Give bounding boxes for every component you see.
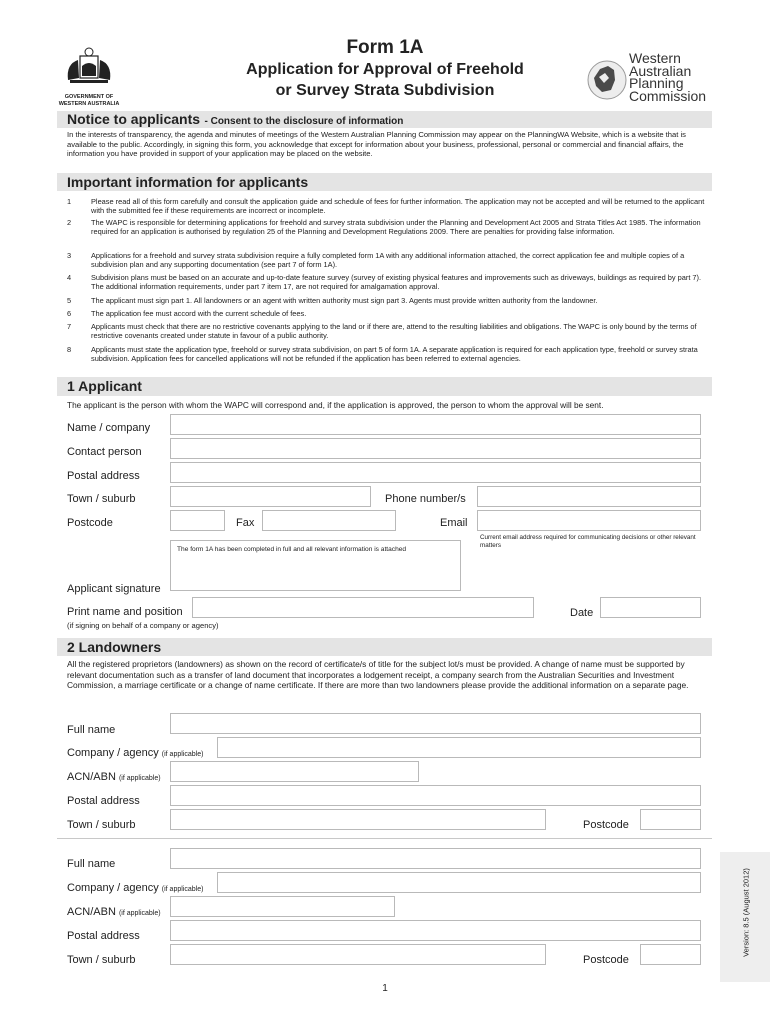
form-title-line-1: Application for Approval of Freehold: [246, 61, 524, 78]
wapc-line-1: Western: [629, 50, 681, 66]
info-item-4: [67, 273, 707, 293]
signature-line[interactable]: [166, 594, 168, 596]
postal-address-label: Postal address: [67, 470, 140, 482]
postcode-field[interactable]: [170, 510, 225, 531]
wapc-line-2: Australian: [629, 62, 692, 79]
info-item-7: [67, 322, 707, 342]
info-item-text: The WAPC is responsible for determining applications for freehold and survey strata subdivision under the Planning and Development Act 2005 and Strata Titles Act 1985. The information required for an application is authorised by regulation 25 of the Planning and Development Regulations 2009. There are penalties for providing false information.: [91, 218, 701, 237]
notice-subtitle: - Consent to the disclosure of information: [204, 116, 404, 127]
gov-line-2: WESTERN AUSTRALIA: [58, 100, 120, 107]
lo1-postcode-label: Postcode: [583, 819, 629, 831]
town-suburb-label: Town / suburb: [67, 493, 136, 505]
landowners-title: 2 Landowners: [67, 639, 162, 655]
info-item-6: [67, 309, 707, 319]
applicant-intro: The applicant is the person with whom the WAPC will correspond and, if the application is approved, the person to whom the approval will be sent.: [67, 400, 604, 410]
info-item-text: Please read all of this form carefully and consult the application guide and schedule of fees for further information. The application may not be accepted and will be returned to the applicant with the submitted fee if these requirements are incorrect or incomplete.: [91, 197, 705, 216]
date-label: Date: [570, 607, 594, 619]
lo2-postcode-label: Postcode: [583, 954, 629, 966]
phone-label: Phone number/s: [385, 493, 466, 505]
date-field[interactable]: [600, 597, 701, 618]
fax-label: Fax: [236, 517, 255, 529]
lo1-acn-label: [67, 771, 161, 783]
acn-label-text: ACN/ABN: [67, 906, 116, 918]
wapc-name: [629, 52, 706, 102]
info-item-1: [67, 197, 707, 217]
if-applicable-note: (if applicable): [161, 886, 204, 893]
lo1-postal-label: Postal address: [67, 795, 140, 807]
contact-person-label: Contact person: [67, 446, 142, 458]
lo1-full-name-field[interactable]: [170, 713, 701, 734]
lo2-company-label: [67, 882, 203, 894]
notice-header: [57, 111, 712, 128]
info-item-text: Applicants must check that there are no restrictive covenants applying to the land or if there are, attend to the resulting liabilities and obligations. The WAPC is only bound by the terms of restrictive covenants created under statute in favour of a public authority.: [91, 322, 697, 341]
info-item-2: [67, 218, 707, 248]
form-number: Form 1A: [346, 37, 424, 58]
company-label-text: Company / agency: [67, 882, 159, 894]
info-item-number: 8: [67, 345, 72, 354]
contact-person-field[interactable]: [170, 438, 701, 459]
fax-field[interactable]: [262, 510, 396, 531]
name-company-field[interactable]: [170, 414, 701, 435]
important-title: Important information for applicants: [67, 174, 309, 190]
lo2-town-field[interactable]: [170, 944, 546, 965]
notice-text: In the interests of transparency, the agenda and minutes of meetings of the Western Australian Planning Commission may appear on the PlanningWA Website, which is a website that is available to the public. Accordingly, in signing this form, you acknowledge that except for information about your business, professional, personal or commercial and financial affairs, the information you have provided in support of your application may be placed on the website.: [67, 130, 686, 158]
applicant-header: [57, 377, 712, 396]
info-item-number: 1: [67, 197, 72, 206]
if-applicable-note: (if applicable): [161, 751, 204, 758]
lo2-acn-label: [67, 906, 161, 918]
info-item-number: 5: [67, 296, 72, 305]
notice-title: Notice to applicants: [67, 111, 201, 127]
postal-address-field[interactable]: [170, 462, 701, 483]
page-number: 1: [382, 983, 388, 994]
lo2-postcode-field[interactable]: [640, 944, 701, 965]
wapc-line-4: Commission: [629, 87, 707, 104]
version-tab: [720, 852, 770, 982]
info-item-text: The application fee must accord with the current schedule of fees.: [91, 309, 307, 318]
version-text: Version: 8.5 (August 2012): [741, 868, 751, 957]
wapc-line-3: Planning: [629, 75, 684, 91]
info-item-number: 6: [67, 309, 72, 318]
lo2-town-label: Town / suburb: [67, 954, 136, 966]
print-name-field[interactable]: [192, 597, 534, 618]
info-item-5: [67, 296, 707, 306]
applicant-signature-label: Applicant signature: [67, 583, 161, 595]
phone-field[interactable]: [477, 486, 701, 507]
name-company-label: Name / company: [67, 422, 151, 434]
gov-line-1: GOVERNMENT OF: [64, 94, 114, 100]
email-label: Email: [440, 517, 468, 529]
wapc-map-icon: [587, 58, 629, 102]
lo2-full-name-field[interactable]: [170, 848, 701, 869]
postcode-label: Postcode: [67, 517, 113, 529]
lo2-postal-label: Postal address: [67, 930, 140, 942]
landowners-intro: All the registered proprietors (landowners) as shown on the record of certificate/s of title for the subject lot/s must be provided. A change of name must be supported by relevant documentation such as a transfer of land document that incorporates a lodgement receipt, a company search from the Australian Securities and Investment Commission, a marriage certificate or a change of name certificate. If there are more than two landowners please provide the additional information on a separate page.: [67, 659, 689, 690]
print-name-label: Print name and position: [67, 606, 183, 618]
lo1-acn-field[interactable]: [170, 761, 419, 782]
lo1-postal-field[interactable]: [170, 785, 701, 806]
acn-label-text: ACN/ABN: [67, 771, 116, 783]
landowners-header: [57, 638, 712, 656]
if-applicable-note: (if applicable): [118, 910, 161, 917]
lo1-town-field[interactable]: [170, 809, 546, 830]
completion-checkbox-text: The form 1A has been completed in full and all relevant information is attached: [177, 546, 407, 553]
info-item-text: Applications for a freehold and survey strata subdivision require a fully completed form 1A with any additional information attached, the correct application fee and multiple copies of a subdivision plan and any supporting documentation (see part 7 of form 1A).: [91, 251, 685, 270]
lo2-postal-field[interactable]: [170, 920, 701, 941]
lo1-postcode-field[interactable]: [640, 809, 701, 830]
lo2-full-name-label: Full name: [67, 858, 116, 870]
government-label: [56, 94, 122, 107]
if-applicable-note: (if applicable): [118, 775, 161, 782]
email-note: Current email address required for communicating decisions or other relevant matters: [480, 534, 696, 549]
lo1-company-label: [67, 747, 203, 759]
important-header: [57, 173, 712, 191]
info-item-8: [67, 345, 707, 373]
completion-checkbox-box[interactable]: [170, 540, 461, 591]
lo2-acn-field[interactable]: [170, 896, 395, 917]
info-item-number: 3: [67, 251, 72, 260]
applicant-title: 1 Applicant: [67, 378, 142, 394]
info-item-text: Applicants must state the application type, freehold or survey strata subdivision, on part 5 of form 1A. A separate application is required for each application type, freehold or survey strata subdivision. Application fees for cancelled applications will not be refunded if the application has been referred to external agencies.: [91, 345, 698, 364]
email-field[interactable]: [477, 510, 701, 531]
government-crest-logo: [60, 46, 118, 92]
info-item-text: The applicant must sign part 1. All landowners or an agent with written authority must sign part 3. Agents must provide written authority from the landowner.: [91, 296, 598, 305]
print-name-note: (if signing on behalf of a company or agency): [67, 621, 219, 630]
lo1-full-name-label: Full name: [67, 724, 116, 736]
lo1-town-label: Town / suburb: [67, 819, 136, 831]
info-item-number: 4: [67, 273, 72, 282]
info-item-number: 7: [67, 322, 72, 331]
company-label-text: Company / agency: [67, 747, 159, 759]
info-item-number: 2: [67, 218, 72, 227]
landowner-divider: [57, 838, 712, 839]
lo1-company-field[interactable]: [217, 737, 701, 758]
lo2-company-field[interactable]: [217, 872, 701, 893]
info-item-text: Subdivision plans must be based on an accurate and up-to-date feature survey (survey of existing physical features and improvements such as driveways, buildings as required by part 7). The additional information requirements, under part 7 item 17, are not required for amalgamation approval.: [91, 273, 702, 292]
info-item-3: [67, 251, 707, 271]
form-title-line-2: or Survey Strata Subdivision: [275, 82, 495, 99]
town-suburb-field[interactable]: [170, 486, 371, 507]
